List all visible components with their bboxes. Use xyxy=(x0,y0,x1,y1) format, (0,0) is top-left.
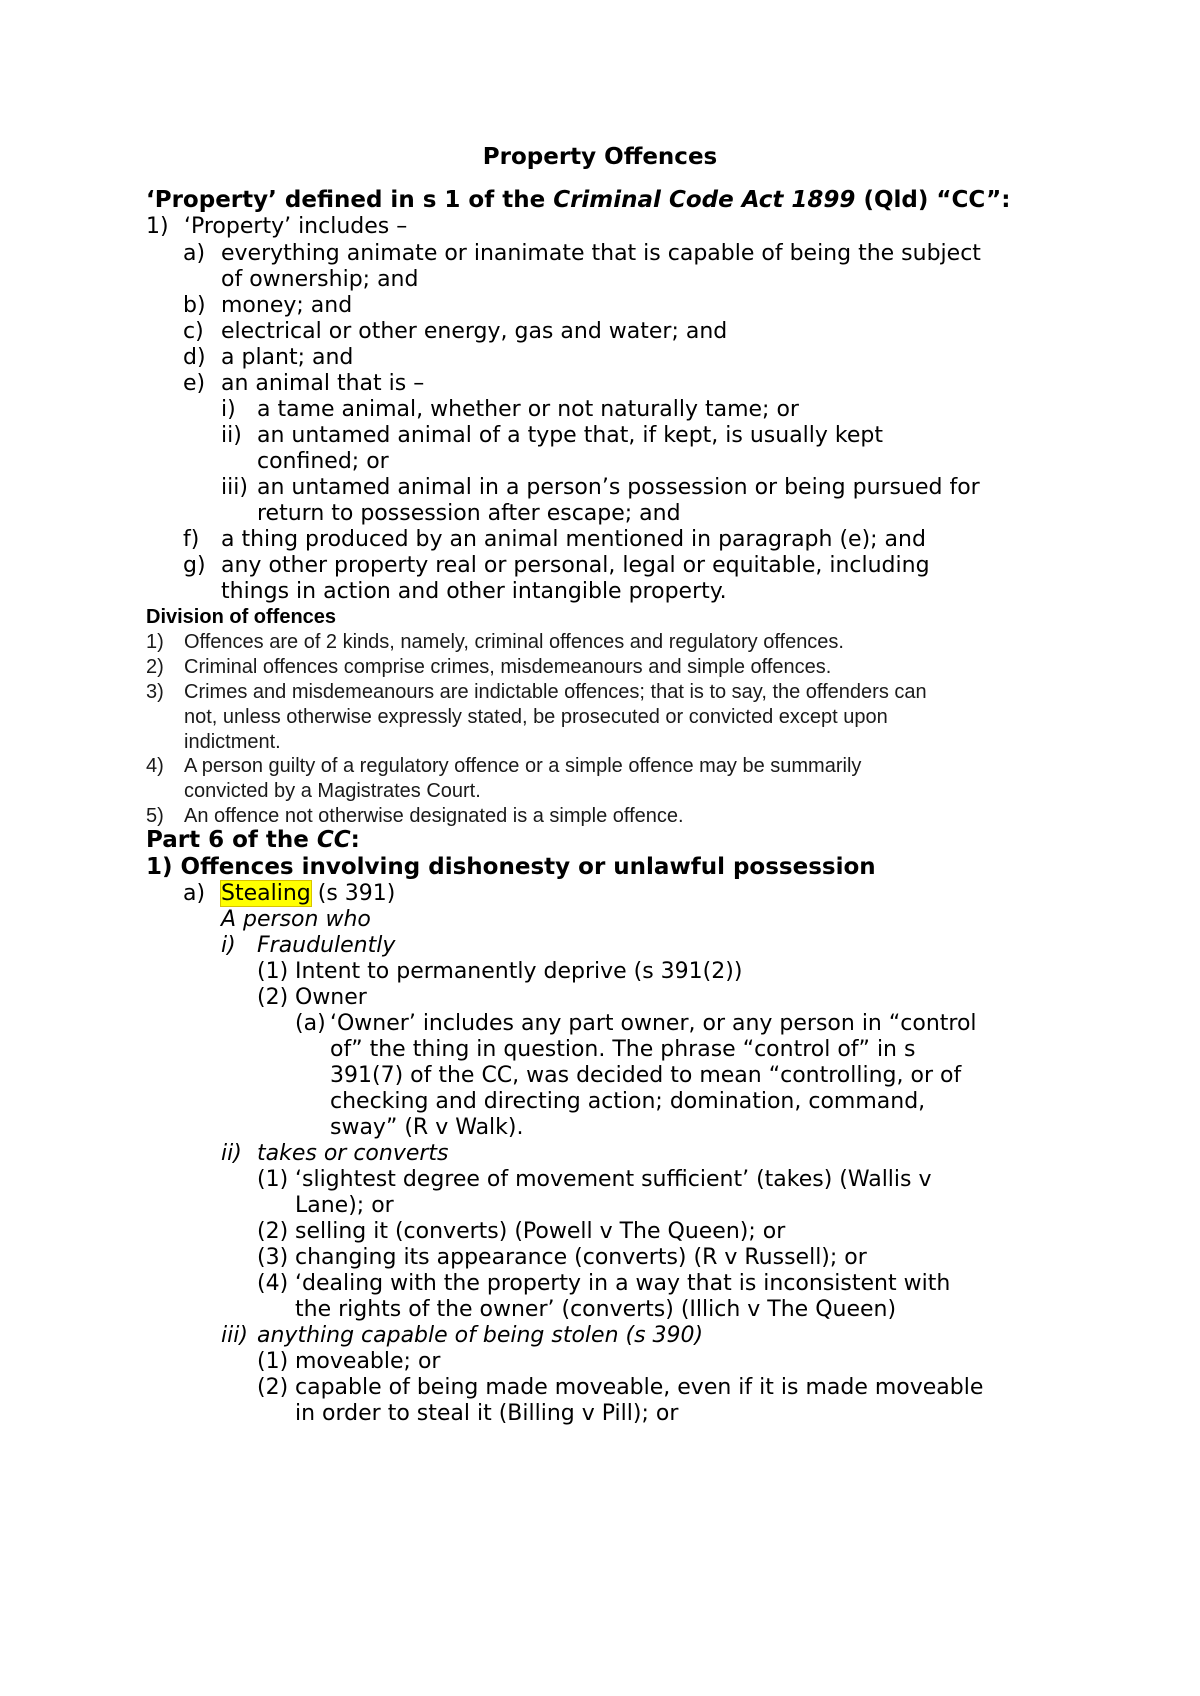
list-item xyxy=(257,1244,867,1272)
list-text: an untamed animal in a person’s possession or being pursued for xyxy=(257,475,980,500)
list-item xyxy=(146,213,407,241)
list-text: selling it (converts) (Powell v The Queen); or xyxy=(295,1219,786,1244)
list-marker: (2) xyxy=(257,1375,289,1400)
list-item xyxy=(183,292,352,320)
list-item-continuation: return to possession after escape; and xyxy=(257,501,681,526)
list-marker: (a) xyxy=(295,1011,326,1036)
list-marker: a) xyxy=(183,881,206,906)
list-item xyxy=(221,396,799,424)
heading-act-name: Criminal Code Act 1899 xyxy=(553,187,856,213)
list-text: any other property real or personal, legal or equitable, including xyxy=(221,553,930,578)
stealing-item xyxy=(183,880,395,908)
part6-heading-c: : xyxy=(350,827,360,853)
element-heading xyxy=(221,1140,449,1168)
list-marker: g) xyxy=(183,553,206,578)
list-marker: iii) xyxy=(221,475,248,500)
list-text: ‘slightest degree of movement sufficient’ (takes) (Wallis v xyxy=(295,1167,932,1192)
list-item-continuation: of” the thing in question. The phrase “control of” in s xyxy=(330,1037,916,1062)
list-text: everything animate or inanimate that is capable of being the subject xyxy=(221,241,981,266)
list-marker: 3) xyxy=(146,681,164,703)
list-text: Intent to permanently deprive (s 391(2)) xyxy=(295,959,743,984)
list-item xyxy=(295,1010,977,1038)
list-marker: (1) xyxy=(257,1167,289,1192)
list-text: Fraudulently xyxy=(257,933,396,958)
list-item xyxy=(183,526,926,554)
stealing-section: (s 391) xyxy=(310,881,396,906)
list-text: an untamed animal of a type that, if kept, is usually kept xyxy=(257,423,884,448)
list-item xyxy=(183,370,424,398)
list-marker: 1) xyxy=(146,214,169,239)
list-item xyxy=(221,474,980,502)
list-marker: d) xyxy=(183,345,206,370)
list-item-continuation: in order to steal it (Billing v Pill); or xyxy=(295,1401,679,1426)
list-text: An offence not otherwise designated is a simple offence. xyxy=(184,805,684,827)
person-who-label: A person who xyxy=(221,907,371,932)
list-item xyxy=(257,1218,785,1246)
list-marker: b) xyxy=(183,293,206,318)
list-marker: f) xyxy=(183,527,200,552)
stealing-highlight: Stealing xyxy=(221,881,311,906)
list-item xyxy=(146,679,927,705)
list-text: an animal that is – xyxy=(221,371,425,396)
part6-heading-a: Part 6 of the xyxy=(146,827,317,853)
list-marker: iii) xyxy=(221,1323,248,1348)
heading-text-c: (Qld) “CC”: xyxy=(855,187,1011,213)
list-text: Owner xyxy=(295,985,367,1010)
list-text: takes or converts xyxy=(257,1141,449,1166)
list-marker: ii) xyxy=(221,1141,242,1166)
list-item xyxy=(183,552,930,580)
element-heading xyxy=(221,1322,703,1350)
list-item xyxy=(146,753,861,779)
list-item xyxy=(183,240,981,268)
list-marker: e) xyxy=(183,371,206,396)
list-text: a plant; and xyxy=(221,345,354,370)
list-marker: 5) xyxy=(146,805,164,827)
list-item-continuation: indictment. xyxy=(184,731,281,753)
list-item xyxy=(257,1166,932,1194)
list-item xyxy=(183,344,353,372)
list-item-continuation: not, unless otherwise expressly stated, be prosecuted or convicted except upon xyxy=(184,706,888,728)
list-marker: 1) xyxy=(146,631,164,653)
list-text: moveable; or xyxy=(295,1349,441,1374)
list-text: anything capable of being stolen (s 390) xyxy=(257,1323,704,1348)
list-marker: (3) xyxy=(257,1245,289,1270)
list-item-continuation: the rights of the owner’ (converts) (Illich v The Queen) xyxy=(295,1297,897,1322)
page-title: Property Offences xyxy=(482,144,718,170)
list-marker: (1) xyxy=(257,959,289,984)
list-text: Offences are of 2 kinds, namely, criminal offences and regulatory offences. xyxy=(184,631,844,653)
element-heading xyxy=(221,932,395,960)
list-item xyxy=(257,984,367,1012)
list-item xyxy=(146,629,844,655)
list-marker: 4) xyxy=(146,755,164,777)
list-text: ‘Property’ includes – xyxy=(184,214,408,239)
list-text: money; and xyxy=(221,293,353,318)
part6-heading-cc: CC xyxy=(316,827,351,853)
list-text: changing its appearance (converts) (R v Russell); or xyxy=(295,1245,867,1270)
list-text: Crimes and misdemeanours are indictable offences; that is to say, the offenders can xyxy=(184,681,927,703)
list-item xyxy=(221,422,883,450)
division-heading: Division of offences xyxy=(146,606,337,628)
list-text: electrical or other energy, gas and water; and xyxy=(221,319,728,344)
list-text: Criminal offences comprise crimes, misdemeanours and simple offences. xyxy=(184,656,832,678)
list-marker: i) xyxy=(221,397,236,422)
list-text: a tame animal, whether or not naturally tame; or xyxy=(257,397,799,422)
list-marker: ii) xyxy=(221,423,242,448)
list-text: A person guilty of a regulatory offence or a simple offence may be summarily xyxy=(184,755,862,777)
list-text: capable of being made moveable, even if it is made moveable xyxy=(295,1375,984,1400)
list-item xyxy=(257,1270,950,1298)
list-marker: c) xyxy=(183,319,204,344)
part6-subheading: 1) Offences involving dishonesty or unlawful possession xyxy=(146,854,876,880)
list-text: ‘dealing with the property in a way that is inconsistent with xyxy=(295,1271,951,1296)
list-marker: 2) xyxy=(146,656,164,678)
list-item xyxy=(146,654,831,680)
list-text: a thing produced by an animal mentioned in paragraph (e); and xyxy=(221,527,926,552)
list-text: ‘Owner’ includes any part owner, or any person in “control xyxy=(330,1011,977,1036)
list-item-continuation: Lane); or xyxy=(295,1193,394,1218)
list-marker: a) xyxy=(183,241,206,266)
list-item-continuation: things in action and other intangible property. xyxy=(221,579,727,604)
list-marker: (2) xyxy=(257,1219,289,1244)
list-item-continuation: confined; or xyxy=(257,449,389,474)
list-item-continuation: sway” (R v Walk). xyxy=(330,1115,524,1140)
part6-heading xyxy=(146,826,360,854)
list-marker: (1) xyxy=(257,1349,289,1374)
list-item xyxy=(257,1374,983,1402)
list-item-continuation: convicted by a Magistrates Court. xyxy=(184,780,481,802)
list-marker: (4) xyxy=(257,1271,289,1296)
property-definition-heading xyxy=(146,186,1010,214)
list-item-continuation: checking and directing action; domination, command, xyxy=(330,1089,926,1114)
list-item xyxy=(257,958,742,986)
list-item-continuation: of ownership; and xyxy=(221,267,419,292)
list-item xyxy=(183,318,727,346)
list-marker: i) xyxy=(221,933,236,958)
heading-text-a: ‘Property’ defined in s 1 of the xyxy=(146,187,554,213)
list-item xyxy=(257,1348,440,1376)
list-item-continuation: 391(7) of the CC, was decided to mean “controlling, or of xyxy=(330,1063,962,1088)
list-marker: (2) xyxy=(257,985,289,1010)
